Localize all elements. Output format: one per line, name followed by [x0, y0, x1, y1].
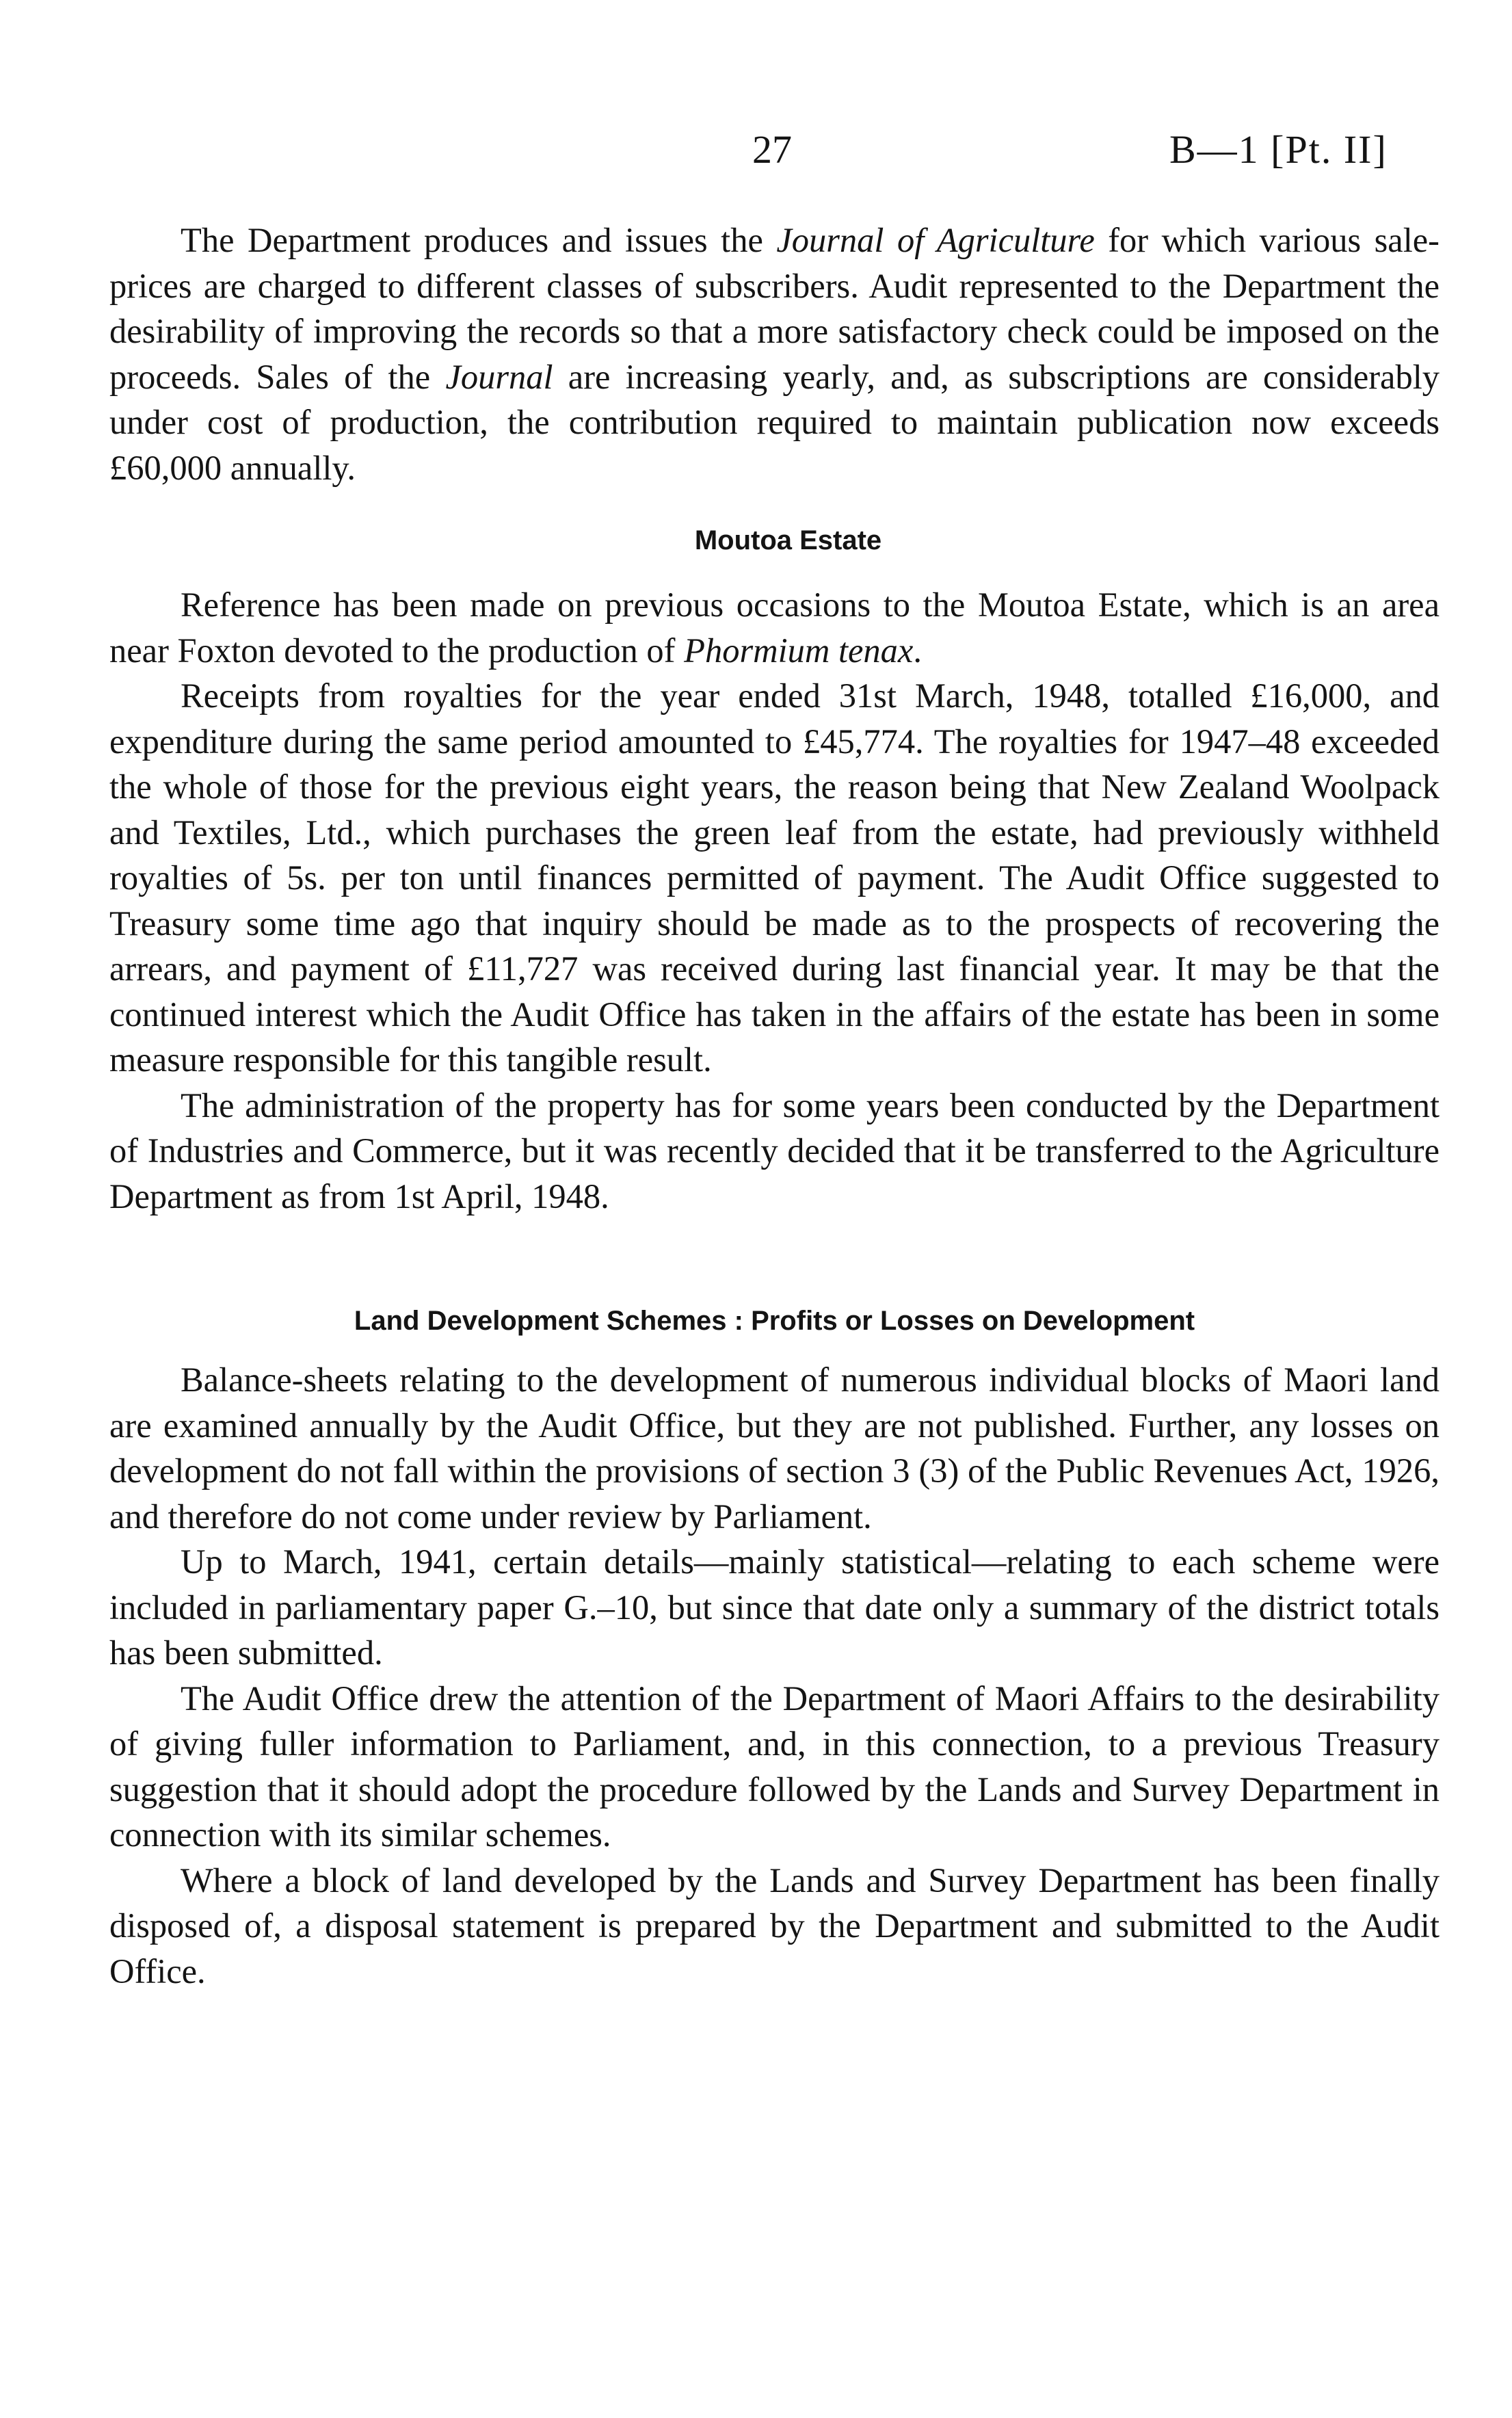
land-paragraph-4: Where a block of land developed by the Lands and Survey Department has been finally disposed of, a disposal statement is prepared by the Department and submitted to the Audit Office.: [109, 1861, 1440, 1990]
section-heading-moutoa: Moutoa Estate: [694, 525, 882, 555]
land-paragraph-1: Balance-sheets relating to the development of numerous individual blocks of Maori land are examined annually by the Audit Office, but they are not published. Further, any losses on development do not fall within the provisions of section 3 (3) of the Public Revenues Act, 1926, and therefore do not come under review by Parliament.: [109, 1361, 1440, 1536]
land-paragraph-2: Up to March, 1941, certain details—mainly statistical—relating to each scheme were included in parliamentary paper G.–10, but since that date only a summary of the district totals has been submitted.: [109, 1542, 1440, 1672]
page-header: [0, 127, 1512, 181]
page-body: [109, 218, 1440, 1994]
journal-title: Journal of Agriculture: [776, 221, 1095, 259]
page-number: 27: [752, 127, 792, 172]
land-paragraph-3: The Audit Office drew the attention of the Department of Maori Affairs to the desirability of giving fuller information to Parliament, and, in this connection, to a previous Treasury suggestion that it should adopt the procedure followed by the Lands and Survey Department in connection with its similar schemes.: [109, 1679, 1440, 1854]
document-reference: B—1 [Pt. II]: [1169, 127, 1388, 172]
moutoa-paragraph-2: Receipts from royalties for the year ended 31st March, 1948, totalled £16,000, and expenditure during the same period amounted to £45,774. The royalties for 1947–48 exceeded the whole of those for the previous eight years, the reason being that New Zealand Woolpack and Textiles, Ltd., which purchases the green leaf from the estate, had previously withheld royalties of 5s. per ton until finances permitted of payment. The Audit Office suggested to Treasury some time ago that inquiry should be made as to the prospects of recovering the arrears, and payment of £11,727 was received during last financial year. It may be that the continued interest which the Audit Office has taken in the affairs of the estate has been in some measure responsible for this tangible result.: [109, 676, 1440, 1079]
journal-paragraph: The Department produces and issues the Journal of Agriculture for which various sale-prices are charged to different classes of subscribers. Audit represented to the Department the desirability of improving the records so that a more satisfactory check could be imposed on the proceeds. Sales of the Journal are increasing yearly, and, as subscriptions are considerably under cost of production, the contribution required to maintain publication now exceeds £60,000 annually.: [109, 221, 1440, 487]
moutoa-paragraph-3: The administration of the property has for some years been conducted by the Department of Industries and Commerce, but it was recently decided that it be transferred to the Agriculture Department as from 1st April, 1948.: [109, 1086, 1440, 1215]
journal-title-short: Journal: [445, 357, 553, 396]
species-name: Phormium tenax: [684, 631, 914, 670]
moutoa-paragraph-1: Reference has been made on previous occasions to the Moutoa Estate, which is an area near Foxton devoted to the production of Phormium tenax.: [109, 586, 1440, 670]
section-heading-land-development: Land Development Schemes : Profits or Losses on Development: [354, 1306, 1195, 1336]
